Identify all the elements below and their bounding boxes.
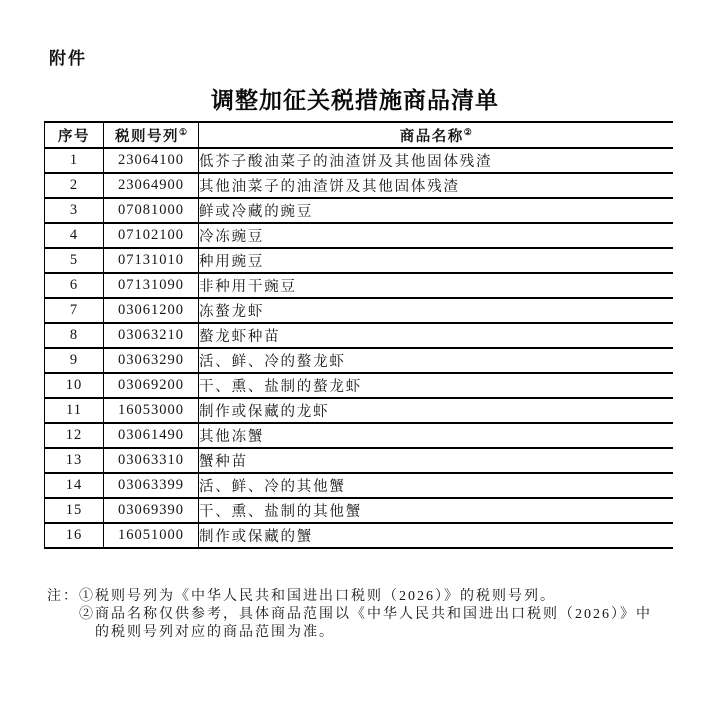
- row-code: 07102100: [104, 223, 199, 248]
- row-no: 2: [45, 173, 104, 198]
- row-no: 10: [45, 373, 104, 398]
- row-name: 其他油菜子的油渣饼及其他固体残渣: [199, 173, 673, 198]
- row-no: 8: [45, 323, 104, 348]
- row-no: 7: [45, 298, 104, 323]
- table-row: [45, 273, 673, 298]
- table-row: [45, 248, 673, 273]
- footnote-1: ①税则号列为《中华人民共和国进出口税则（2026）》的税则号列。: [79, 589, 556, 604]
- table-row: [45, 298, 673, 323]
- header-code-footnote-mark: ①: [178, 126, 188, 137]
- table-row: [45, 173, 673, 198]
- table-row: [45, 323, 673, 348]
- table-row: [45, 373, 673, 398]
- row-no: 5: [45, 248, 104, 273]
- header-name-footnote-mark: ②: [463, 126, 472, 137]
- row-name: 低芥子酸油菜子的油渣饼及其他固体残渣: [199, 148, 673, 173]
- table-header: [45, 122, 673, 148]
- row-name: 非种用干豌豆: [199, 273, 673, 298]
- row-name: 活、鲜、冷的其他蟹: [199, 473, 673, 498]
- goods-table: [44, 121, 673, 549]
- row-code: 03061490: [104, 423, 199, 448]
- table-row: [45, 223, 673, 248]
- row-name: 冻螯龙虾: [199, 298, 673, 323]
- footnotes-label: 注：: [47, 589, 79, 604]
- row-name: 种用豌豆: [199, 248, 673, 273]
- row-name: 干、熏、盐制的螯龙虾: [199, 373, 673, 398]
- row-no: 14: [45, 473, 104, 498]
- row-no: 13: [45, 448, 104, 473]
- row-name: 其他冻蟹: [199, 423, 673, 448]
- header-code-label: 税则号列: [114, 128, 179, 145]
- table-row: [45, 148, 673, 173]
- row-no: 12: [45, 423, 104, 448]
- row-code: 16051000: [104, 523, 199, 548]
- row-code: 03063210: [104, 323, 199, 348]
- row-name: 制作或保藏的蟹: [199, 523, 673, 548]
- header-code: [104, 122, 199, 148]
- footnotes: [47, 588, 687, 642]
- table-row: [45, 523, 673, 548]
- table-row: [45, 473, 673, 498]
- header-no: [45, 122, 104, 148]
- row-no: 15: [45, 498, 104, 523]
- row-code: 03061200: [104, 298, 199, 323]
- row-name: 螯龙虾种苗: [199, 323, 673, 348]
- row-name: 冷冻豌豆: [199, 223, 673, 248]
- row-no: 4: [45, 223, 104, 248]
- row-code: 23064900: [104, 173, 199, 198]
- footnotes-body: [79, 588, 687, 642]
- row-no: 6: [45, 273, 104, 298]
- footnote-2-line-2: 的税则号列对应的商品范围为准。: [95, 625, 335, 640]
- row-no: 1: [45, 148, 104, 173]
- attachment-label: 附件: [49, 49, 87, 68]
- header-row: [45, 122, 673, 148]
- row-code: 03069390: [104, 498, 199, 523]
- row-name: 干、熏、盐制的其他蟹: [199, 498, 673, 523]
- table-row: [45, 198, 673, 223]
- row-name: 蟹种苗: [199, 448, 673, 473]
- row-code: 07131010: [104, 248, 199, 273]
- header-name: [199, 122, 673, 148]
- table-row: [45, 448, 673, 473]
- table-row: [45, 423, 673, 448]
- row-code: 23064100: [104, 148, 199, 173]
- row-code: 07081000: [104, 198, 199, 223]
- table-row: [45, 398, 673, 423]
- row-code: 07131090: [104, 273, 199, 298]
- page-title: 调整加征关税措施商品清单: [211, 87, 499, 113]
- header-no-label: 序号: [58, 128, 90, 145]
- table-row: [45, 348, 673, 373]
- row-no: 3: [45, 198, 104, 223]
- row-no: 9: [45, 348, 104, 373]
- table-row: [45, 498, 673, 523]
- row-code: 03069200: [104, 373, 199, 398]
- row-code: 03063399: [104, 473, 199, 498]
- header-name-label: 商品名称: [399, 128, 464, 145]
- table-body: [45, 148, 673, 548]
- row-code: 03063290: [104, 348, 199, 373]
- row-name: 鲜或冷藏的豌豆: [199, 198, 673, 223]
- footnote-2-line-1: ②商品名称仅供参考，具体商品范围以《中华人民共和国进出口税则（2026）》中: [79, 607, 652, 622]
- row-code: 03063310: [104, 448, 199, 473]
- row-name: 活、鲜、冷的螯龙虾: [199, 348, 673, 373]
- row-name: 制作或保藏的龙虾: [199, 398, 673, 423]
- row-no: 11: [45, 398, 104, 423]
- row-no: 16: [45, 523, 104, 548]
- row-code: 16053000: [104, 398, 199, 423]
